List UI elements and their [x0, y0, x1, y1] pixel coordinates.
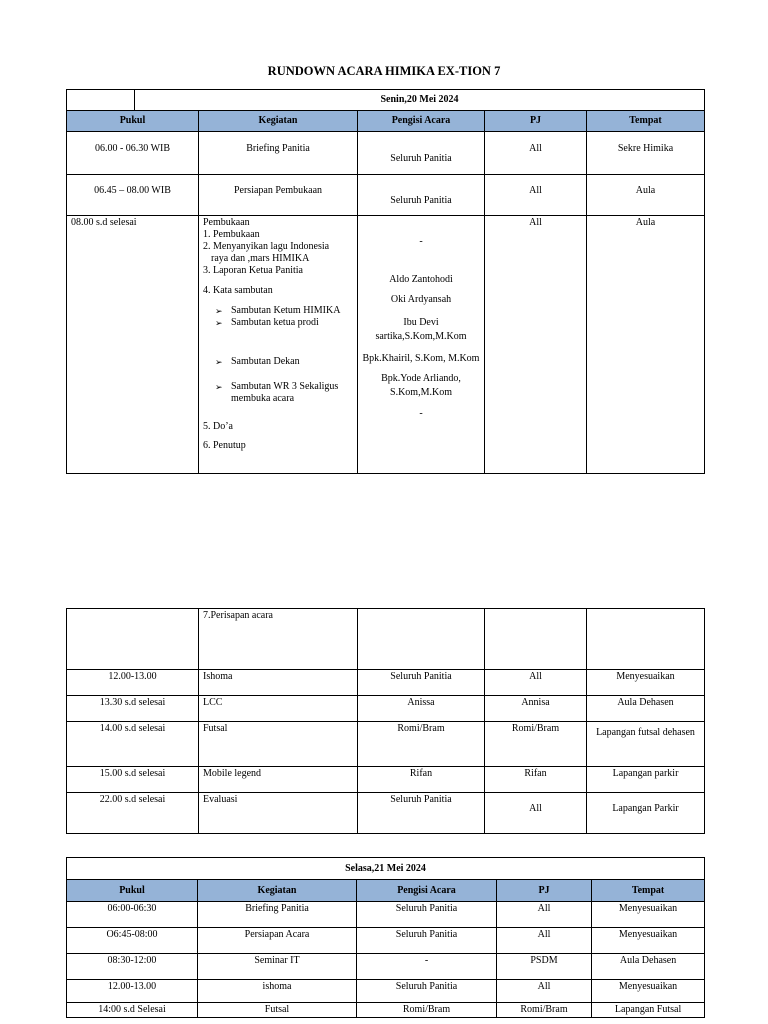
- header-pengisi: Pengisi Acara: [358, 111, 485, 132]
- arrow-bullet-icon: ➢: [215, 306, 223, 316]
- table-row: 06.00 - 06.30 WIB Briefing Panitia Seluruh Panitia All Sekre Himika: [67, 132, 705, 175]
- table-row: 12.00-13.00 Ishoma Seluruh Panitia All Menyesuaikan: [67, 670, 705, 696]
- header-pj: PJ: [497, 880, 592, 902]
- header-tempat: Tempat: [587, 111, 705, 132]
- header-pengisi: Pengisi Acara: [357, 880, 497, 902]
- arrow-bullet-icon: ➢: [215, 357, 223, 367]
- table-row: 08:30-12:00 Seminar IT - PSDM Aula Dehasen: [67, 954, 705, 980]
- arrow-bullet-icon: ➢: [215, 318, 223, 328]
- table-row: 22.00 s.d selesai Evaluasi Seluruh Panitia All Lapangan Parkir: [67, 793, 705, 834]
- header-pukul: Pukul: [67, 880, 198, 902]
- table-row: 13.30 s.d selesai LCC Anissa Annisa Aula Dehasen: [67, 696, 705, 722]
- table-row: 06:00-06:30 Briefing Panitia Seluruh Panitia All Menyesuaikan: [67, 902, 705, 928]
- table-row: 14:00 s.d Selesai Futsal Romi/Bram Romi/Bram Lapangan Futsal: [67, 1003, 705, 1018]
- header-pukul: Pukul: [67, 111, 199, 132]
- header-kegiatan: Kegiatan: [198, 880, 357, 902]
- blank-cell: [67, 90, 135, 111]
- rundown-table-day1-continued: [66, 608, 705, 834]
- rundown-table-day2: [66, 857, 705, 1018]
- arrow-bullet-icon: ➢: [215, 382, 223, 392]
- header-tempat: Tempat: [592, 880, 705, 902]
- day-date: Selasa,21 Mei 2024: [67, 858, 705, 880]
- table-row-opening: 08.00 s.d selesai Pembukaan 1. Pembukaan 2. Menyanyikan lagu Indonesia raya dan ,mars HIMIKA 3. Laporan Ketua Panitia 4. Kata sambutan ➢ Sambutan Ketum HIMIKA ➢ Sambutan ketua prodi ➢ Sambutan Dekan ➢ Sambutan WR 3 Sekaligus membuka acara 5. Do’a 6. Penutup - Aldo Zantohodi Oki Ardyansah Ibu Devi sartika,S.Kom,M.Kom Bpk.Khairil, S.Kom, M.Kom Bpk.Yode Arliando, S.Kom,M.Kom - All Aula: [67, 216, 705, 474]
- table-row: O6:45-08:00 Persiapan Acara Seluruh Panitia All Menyesuaikan: [67, 928, 705, 954]
- table-row: 06.45 – 08.00 WIB Persiapan Pembukaan Seluruh Panitia All Aula: [67, 175, 705, 216]
- rundown-table-day1: [66, 89, 705, 474]
- table-row: 12.00-13.00 ishoma Seluruh Panitia All Menyesuaikan: [67, 980, 705, 1003]
- day-date: Senin,20 Mei 2024: [135, 90, 705, 111]
- table-row: 14.00 s.d selesai Futsal Romi/Bram Romi/Bram Lapangan futsal dehasen: [67, 722, 705, 767]
- header-kegiatan: Kegiatan: [199, 111, 358, 132]
- header-pj: PJ: [485, 111, 587, 132]
- table-row: 15.00 s.d selesai Mobile legend Rifan Rifan Lapangan parkir: [67, 767, 705, 793]
- table-row: 7.Perisapan acara: [67, 609, 705, 670]
- document-title: RUNDOWN ACARA HIMIKA EX-TION 7: [267, 64, 501, 78]
